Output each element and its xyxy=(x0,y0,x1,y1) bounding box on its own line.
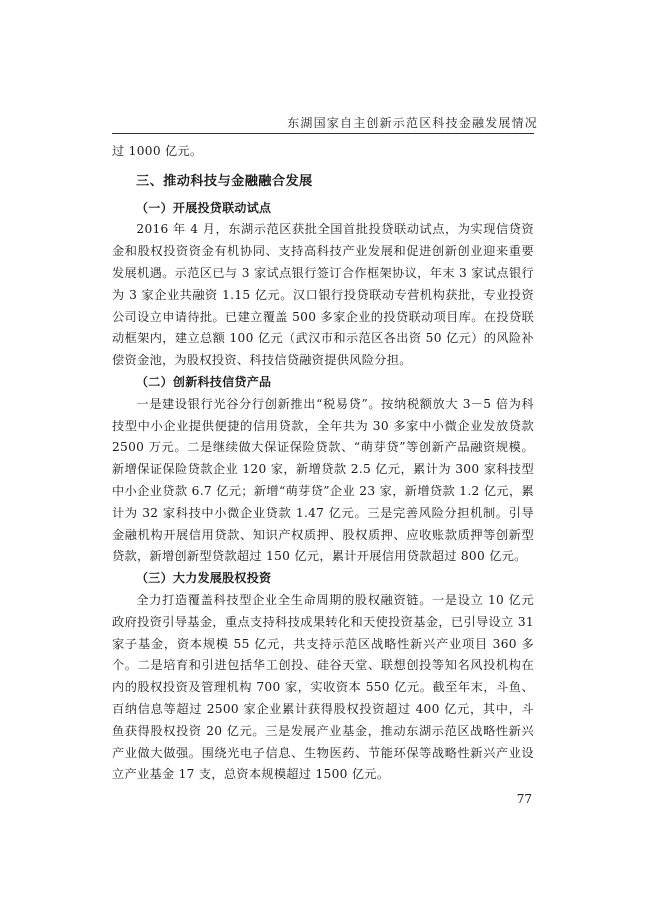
page-content xyxy=(112,141,534,786)
section-heading: 三、推动科技与金融融合发展 xyxy=(136,173,313,189)
subsection-heading-1: （一）开展投贷联动试点 xyxy=(136,200,272,215)
subsection-heading-2: （二）创新科技信贷产品 xyxy=(136,374,272,389)
continuation-text: 过 1000 亿元。 xyxy=(112,144,203,158)
paragraph: 一是建设银行光谷分行创新推出“税易贷”。按纳税额放大 3－5 倍为科技型中小企业提供便捷的信用贷款，全年共为 30 多家中小微企业发放贷款 2500 万元。二是继续做大保证保险贷款、“萌芽贷”等创新产品融资规模。新增保证保险贷款企业 120 家，新增贷款 2.5 亿元，累计为 300 家科技型中小企业贷款 6.7 亿元；新增“萌芽贷”企业 23 家，新增贷款 1.2 亿元，累计为 32 家科技中小微企业贷款 1.47 亿元。三是完善风险分担机制。引导金融机构开展信用贷款、知识产权质押、股权质押、应收账款质押等创新型贷款，新增创新型贷款超过 150 亿元，累计开展信用贷款超过 800 亿元。 xyxy=(112,396,534,564)
paragraph: 2016 年 4 月，东湖示范区获批全国首批投贷联动试点，为实现信贷资金和股权投资资金有机协同、支持高科技产业发展和促进创新创业迎来重要发展机遇。示范区已与 3 家试点银行签订合作框架协议，年末 3 家试点银行为 3 家企业共融资 1.15 亿元。汉口银行投贷联动专营机构获批，专业投资公司设立申请待批。已建立覆盖 500 多家企业的投贷联动项目库。在投贷联动框架内，建立总额 100 亿元（武汉市和示范区各出资 50 亿元）的风险补偿资金池，为股权投资、科技信贷融资提供风险分担。 xyxy=(112,222,534,368)
running-header: 东湖国家自主创新示范区科技金融发展情况 xyxy=(287,116,538,130)
subsection-heading-3: （三）大力发展股权投资 xyxy=(136,571,272,586)
paragraph: 全力打造覆盖科技型企业全生命周期的股权融资链。一是设立 10 亿元政府投资引导基金，重点支持科技成果转化和天使投资基金，已引导设立 31 家子基金，资本规模 55 亿元，共支持示范区战略性新兴产业项目 360 多个。二是培育和引进包括华工创投、硅谷天堂、联想创投等知名风投机构在内的股权投资及管理机构 700 家，实收资本 550 亿元。截至年末，斗鱼、百纳信息等超过 2500 家企业累计获得股权投资超过 400 亿元，其中，斗鱼获得股权投资 20 亿元。三是发展产业基金，推动东湖示范区战略性新兴产业做大做强。围绕光电子信息、生物医药、节能环保等战略性新兴产业设立产业基金 17 支，总资本规模超过 1500 亿元。 xyxy=(112,592,534,782)
page-number: 77 xyxy=(516,792,532,806)
header-rule xyxy=(112,133,534,134)
